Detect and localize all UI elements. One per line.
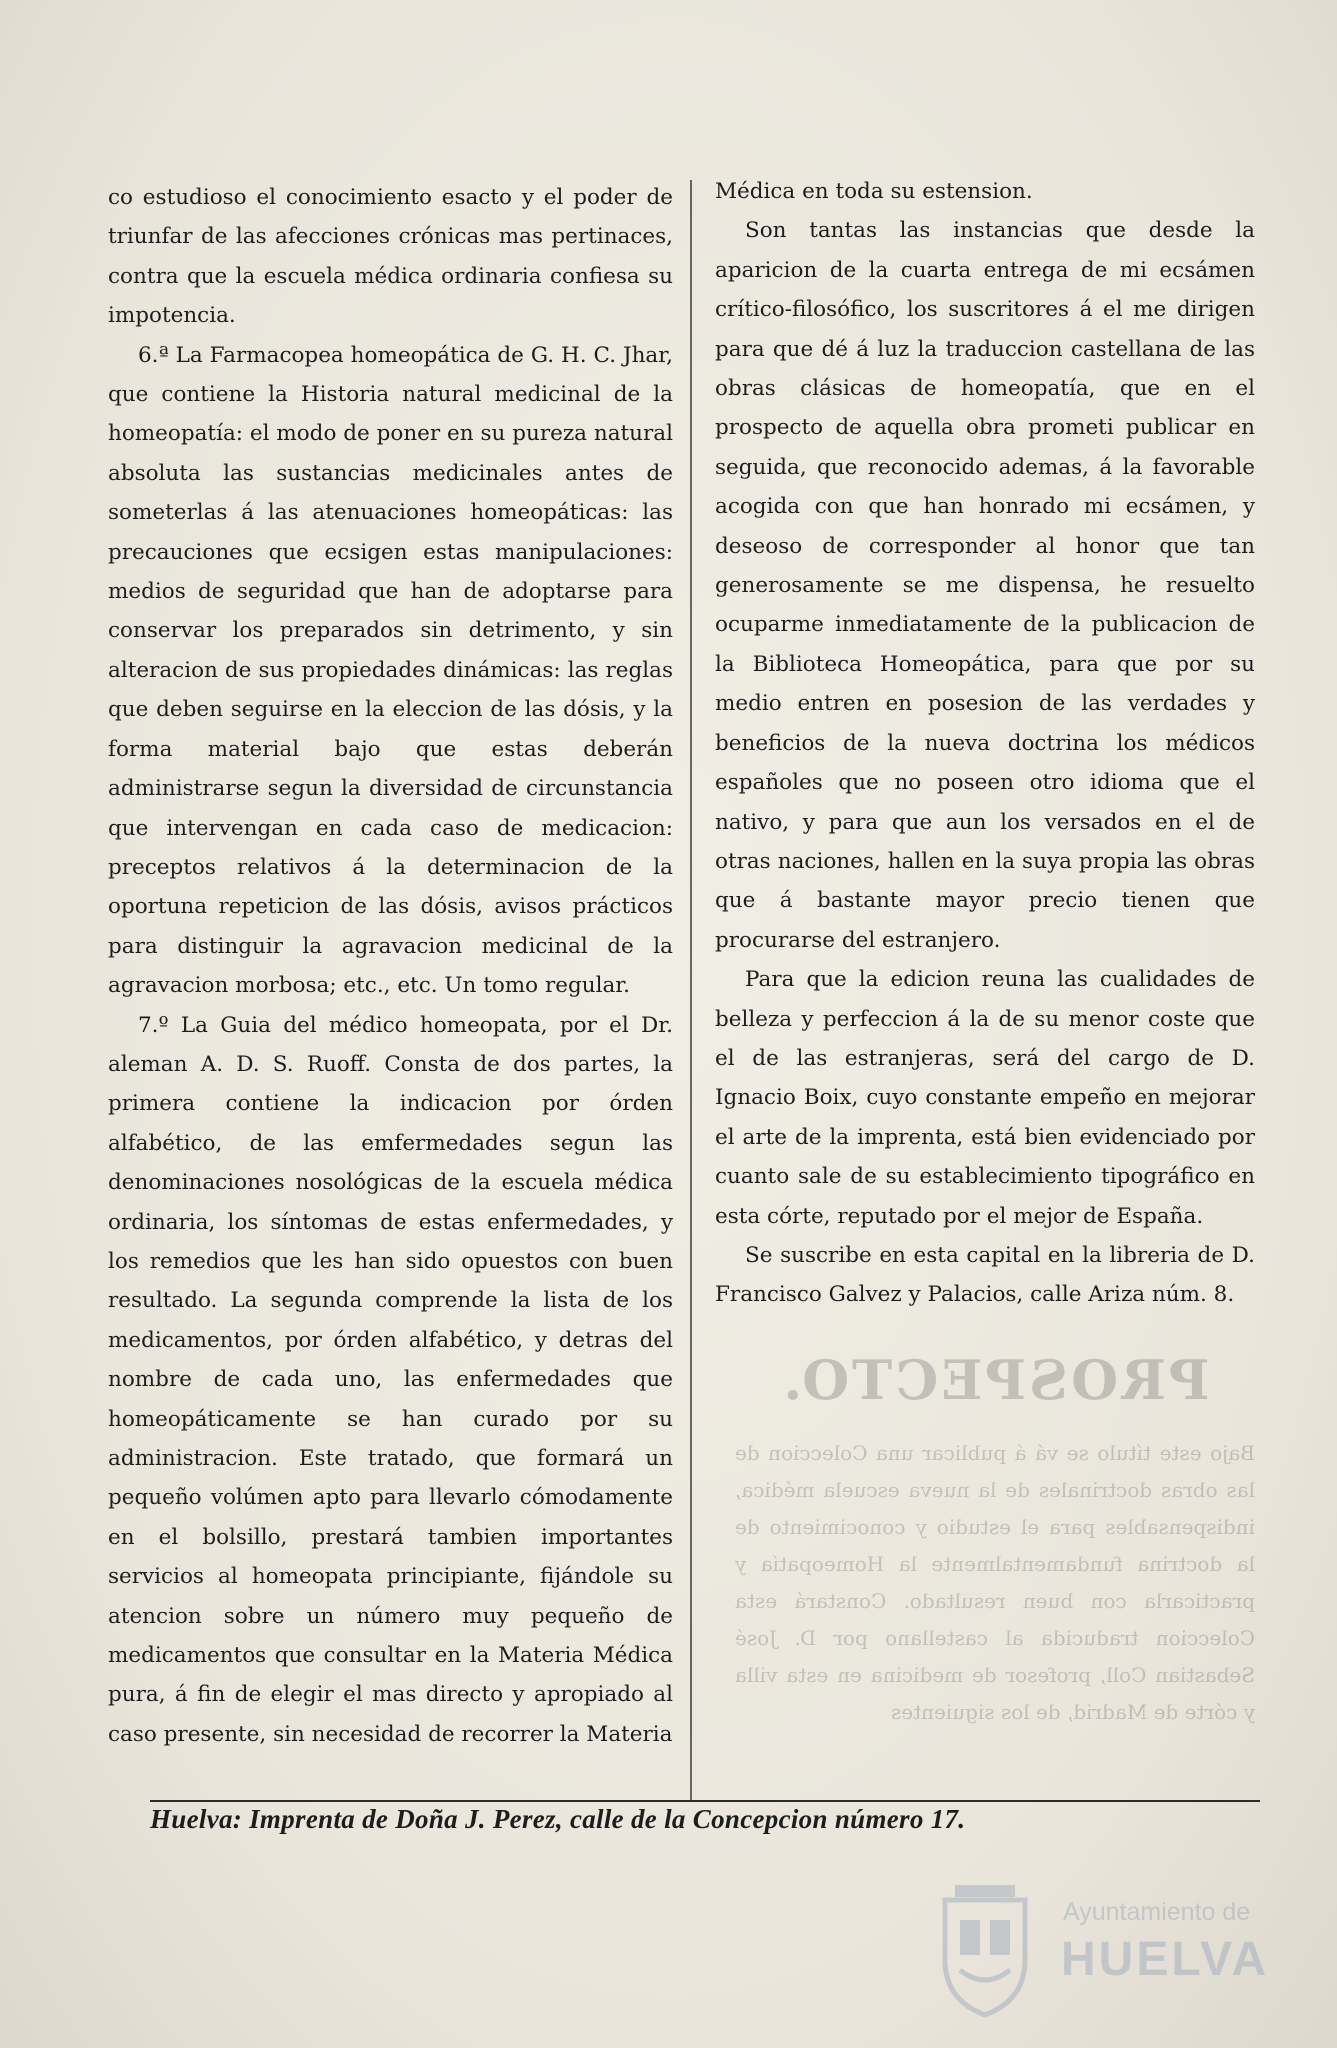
right-paragraph-2: Son tantas las instancias que desde la aparicion de la cuarta entrega de mi ecsámen crítico-filosófico, los suscritores á el me dirigen para que dé á luz la traduccion castellana de las obras clásicas de homeopatía, que en el prospecto de aquella obra prometi publicar en seguida, que reconocido ademas, á la favorable acogida con que han honrado mi ecsámen, y deseoso de corresponder al honor que tan generosamente se me dispensa, he resuelto ocuparme inmediatamente de la publicacion de la Biblioteca Homeopática, para que por su medio entren en posesion de las verdades y beneficios de la nueva doctrina los médicos españoles que no poseen otro idioma que el nativo, y para que aun los versados en el de otras naciones, hallen en la suya propia las obras que á bastante mayor precio tienen que procurarse del estranjero. <box>715 218 1255 953</box>
printer-imprint: Huelva: Imprenta de Doña J. Perez, calle de la Concepcion número 17. <box>150 1804 966 1834</box>
column-divider <box>690 180 692 1800</box>
left-paragraph-1: co estudioso el conocimiento esacto y el poder de triunfar de las afecciones crónicas mas pertinaces, contra que la escuela médica ordinaria confiesa su impotencia. <box>108 185 673 329</box>
right-paragraph-1: Médica en toda su estension. <box>715 179 1033 204</box>
right-paragraph-4: Se suscribe en esta capital en la libreria de D. Francisco Galvez y Palacios, calle Ariza núm. 8. <box>715 1242 1255 1308</box>
bleed-through-body: Bajo este título se vá á publicar una Coleccion de las obras doctrinales de la nueva escuela médica, indispensables para el estudio y conocimiento de la doctrina fundamentalmente la Homeopatía y practicarla con buen resultado. Constará esta Coleccion traducida al castellano por D. José Sebastian Coll, profesor de medicina en esta villa y córte de Madrid, de los siguientes <box>735 1441 1255 1724</box>
coat-of-arms-icon <box>925 1880 1045 2020</box>
footer-rule <box>150 1800 1260 1802</box>
left-paragraph-3: 7.º La Guia del médico homeopata, por el Dr. aleman A. D. S. Ruoff. Consta de dos partes, la primera contiene la indicacion por órden alfabético, de las emfermedades segun las denominaciones nosológicas de la escuela médica ordinaria, los síntomas de estas enfermedades, y los remedios que les han sido opuestos con buen resultado. La segunda comprende la lista de los medicamentos, por órden alfabético, y detras del nombre de cada uno, las enfermedades que homeopáticamente se han curado por su administracion. Este tratado, que formará un pequeño volúmen apto para llevarlo cómodamente en el bolsillo, prestará tambien importantes servicios al homeopata principiante, fijándole su atencion sobre un número muy pequeño de medicamentos que consultar en la Materia Médica pura, á fin de elegir el mas directo y apropiado al caso presente, sin necesidad de recorrer la Materia <box>108 1012 673 1747</box>
left-column <box>108 178 673 1754</box>
bleed-through-text <box>735 1345 1255 1775</box>
watermark-line-1: Ayuntamiento de <box>1063 1898 1251 1926</box>
left-paragraph-2: 6.ª La Farmacopea homeopática de G. H. C. Jhar, que contiene la Historia natural medicinal de la homeopatía: el modo de poner en su pureza natural absoluta las sustancias medicinales antes de someterlas á las atenuaciones homeopáticas: las precauciones que ecsigen estas manipulaciones: medios de seguridad que han de adoptarse para conservar los preparados sin detrimento, y sin alteracion de sus propiedades dinámicas: las reglas que deben seguirse en la eleccion de las dósis, y la forma material bajo que estas deberán administrarse segun la diversidad de circunstancia que intervengan en cada caso de medicacion: preceptos relativos á la determinacion de la oportuna repeticion de las dósis, avisos prácticos para distinguir la agravacion medicinal de la agravacion morbosa; etc., etc. Un tomo regular. <box>108 342 673 999</box>
ayuntamiento-watermark <box>925 1880 1270 2030</box>
right-paragraph-3: Para que la edicion reuna las cualidades de belleza y perfeccion á la de su menor coste que el de las estranjeras, será del cargo de D. Ignacio Boix, cuyo constante empeño en mejorar el arte de la imprenta, está bien evidenciado por cuanto sale de su establecimiento tipográfico en esta córte, reputado por el mejor de España. <box>715 967 1255 1229</box>
watermark-line-2: HUELVA <box>1061 1933 1270 1986</box>
bleed-through-heading: PROSPECTO. <box>780 1348 1210 1412</box>
right-column <box>715 172 1255 1315</box>
